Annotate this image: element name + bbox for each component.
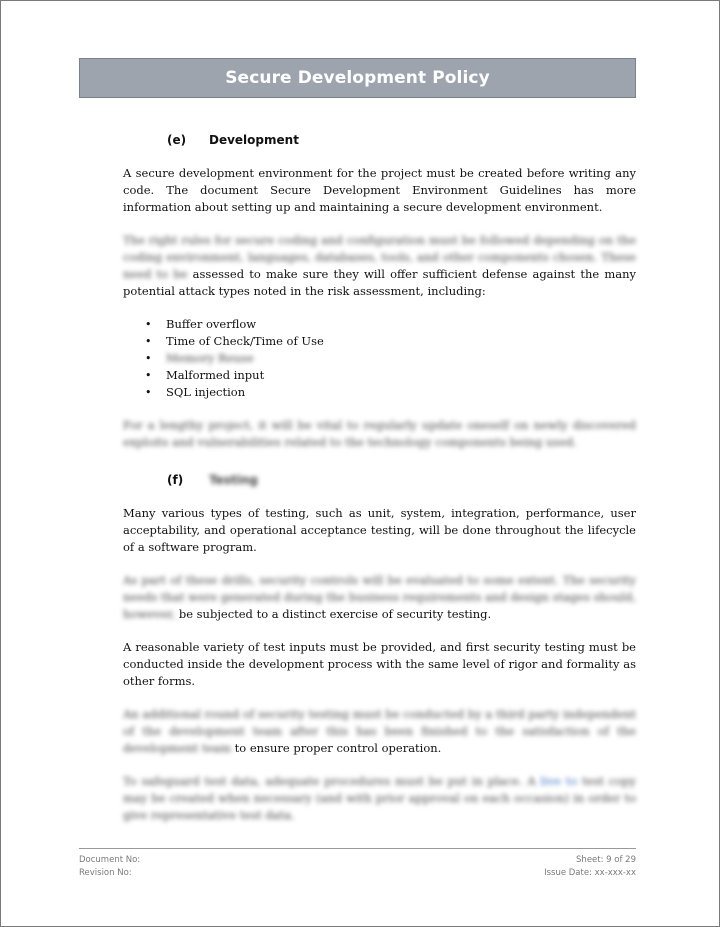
blurred-text: test copy may be created when necessary (and with prior approval on each occasion) in order to give representative test data. — [123, 774, 637, 822]
section-f-paragraph-1: Many various types of testing, such as unit, system, integration, performance, user acceptability, and operational acceptance testing, will be done throughout the lifecycle of a software program. — [123, 506, 636, 554]
section-e-title: Development — [209, 133, 299, 147]
visible-text: to ensure proper control operation. — [234, 741, 442, 755]
section-f-paragraph-5 — [123, 773, 636, 824]
section-e-paragraph-1: A secure development environment for the project must be created before writing any code. The document Secure Development Environment Guidelines has more information about setting up and maintaining a secure development environment. — [123, 166, 636, 214]
section-f-paragraph-2 — [123, 572, 636, 623]
section-f-title: Testing — [209, 473, 258, 487]
list-item: • Memory Reuse — [145, 351, 254, 365]
blurred-text: For a lengthy project, it will be vital to regularly update oneself on newly discovered exploits and vulnerabilities related to the technology components being used. — [123, 418, 636, 449]
blurred-text: As part of these drills, security controls will be evaluated to some extent. The security needs that were generated during the business requirements and design stages should, however, — [123, 573, 636, 621]
list-item: • Malformed input — [145, 368, 265, 382]
list-item: • SQL injection — [145, 385, 246, 399]
bullet-icon: • — [145, 369, 152, 382]
section-e-number: (e) — [167, 133, 187, 147]
list-item: • Buffer overflow — [145, 317, 257, 331]
issue-date: Issue Date: xx-xxx-xx — [544, 868, 636, 878]
blurred-text: An additional round of security testing must be conducted by a third party independent of the development team after this has been finished to the satisfaction of the development team — [123, 707, 636, 755]
section-e-paragraph-2 — [123, 232, 636, 300]
page-title: Secure Development Policy — [225, 68, 490, 88]
bullet-icon: • — [145, 318, 152, 331]
page-footer — [79, 848, 636, 880]
section-f-paragraph-3: A reasonable variety of test inputs must be provided, and first security testing must be conducted inside the development process with the same level of rigor and formality as other forms. — [123, 640, 636, 688]
visible-text: be subjected to a distinct exercise of security testing. — [178, 607, 492, 621]
visible-text: assessed to make sure they will offer sufficient defense against the many potential attack types noted in the risk assessment, including: — [123, 267, 637, 298]
section-f-number: (f) — [167, 473, 184, 487]
blurred-text: To safeguard test data, adequate procedures must be put in place. A — [123, 774, 536, 788]
test-copy-link[interactable]: live to — [540, 774, 578, 788]
bullet-icon: • — [145, 386, 152, 399]
revision-no-label: Revision No: — [79, 868, 132, 878]
section-e-heading — [167, 131, 636, 149]
blurred-text: The right rules for secure coding and configuration must be followed depending on the coding environment, languages, databases, tools, and other components chosen. These need to be — [123, 233, 636, 281]
title-banner — [79, 58, 636, 98]
bullet-icon: • — [145, 335, 152, 348]
section-e-paragraph-3 — [123, 417, 636, 451]
document-no-label: Document No: — [79, 855, 141, 865]
vulnerability-list — [123, 316, 636, 401]
bullet-icon: • — [145, 352, 152, 365]
list-item: • Time of Check/Time of Use — [145, 334, 324, 348]
section-f-paragraph-4 — [123, 706, 636, 757]
section-f-heading — [167, 471, 636, 489]
document-body — [123, 131, 636, 824]
sheet-number: Sheet: 9 of 29 — [576, 855, 636, 865]
